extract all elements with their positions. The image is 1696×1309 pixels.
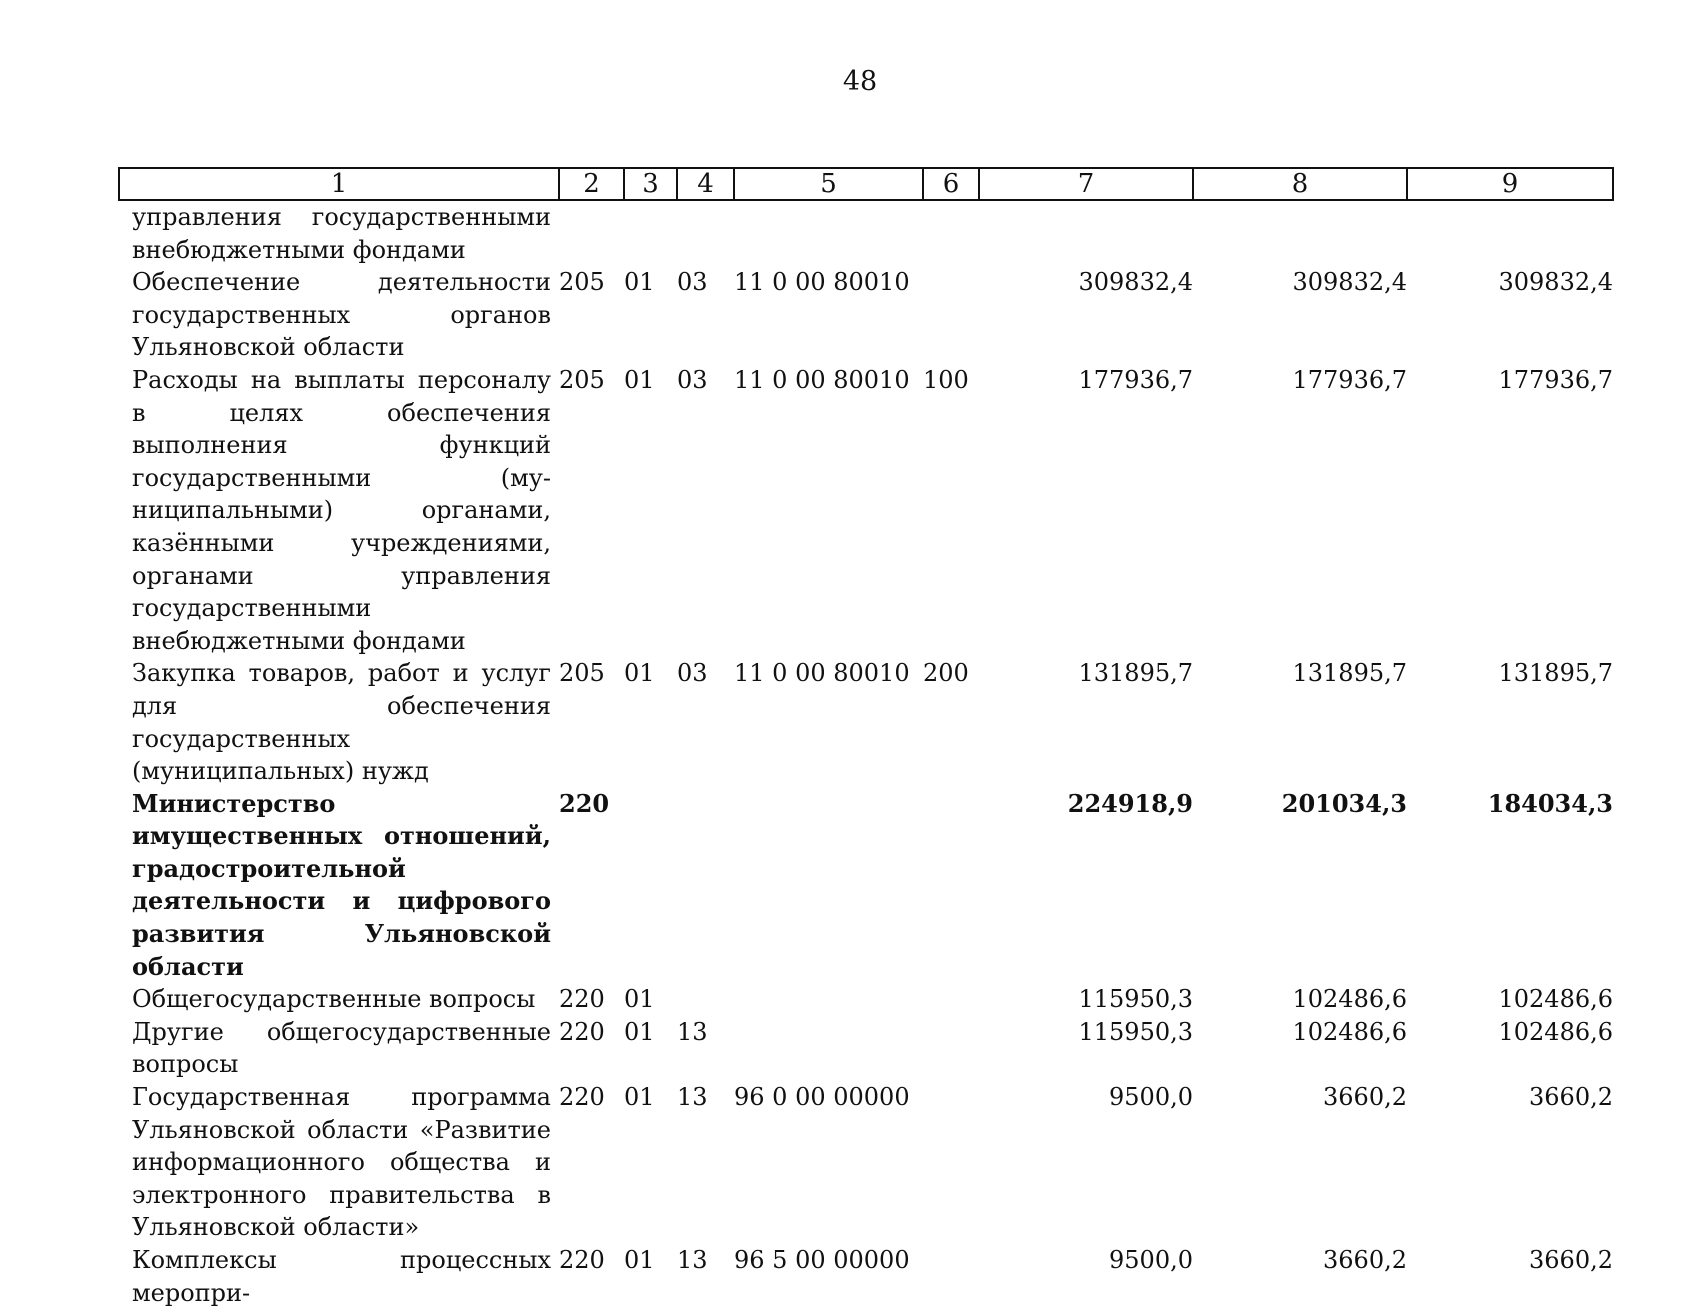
row-code-4: 03	[677, 659, 708, 688]
row-code-6: 100	[923, 365, 969, 394]
column-header-9: 9	[1407, 168, 1613, 200]
row-code-2: 220	[559, 788, 610, 818]
row-value-9: 131895,7	[1498, 659, 1613, 688]
row-code-4: 03	[677, 365, 708, 394]
row-code-6: 200	[923, 659, 969, 688]
row-value-9: 3660,2	[1529, 1246, 1613, 1274]
row-code-6	[923, 1081, 979, 1244]
column-header-5: 5	[734, 168, 923, 200]
row-code-2: 205	[559, 365, 605, 394]
row-code-5: 11 0 00 80010	[734, 268, 910, 297]
row-name: Обеспечение деятельности государственных органов Ульяновской области	[132, 268, 551, 362]
row-code-2: 220	[559, 1083, 605, 1112]
column-header-2: 2	[559, 168, 624, 200]
row-code-5	[734, 983, 923, 1016]
row-value-7: 9500,0	[1109, 1246, 1193, 1274]
row-code-4	[677, 983, 734, 1016]
row-name: Закупка товаров, работ и услуг для обеспечения государственных (муниципальных) нужд	[132, 659, 551, 786]
row-value-9: 177936,7	[1498, 365, 1613, 394]
row-code-4: 13	[677, 1017, 708, 1046]
column-header-6: 6	[923, 168, 979, 200]
row-value-9: 309832,4	[1498, 268, 1613, 297]
row-code-4: 13	[677, 1083, 708, 1112]
row-code-3: 01	[624, 659, 655, 688]
row-code-5: 96 5 00 00000	[734, 1246, 910, 1274]
row-code-6	[923, 788, 979, 984]
row-code-2: 220	[559, 985, 605, 1014]
row-value-8: 102486,6	[1292, 985, 1407, 1014]
row-code-4: 13	[677, 1246, 708, 1274]
row-name: Общегосударственные вопросы	[132, 985, 536, 1014]
row-code-3: 01	[624, 1246, 655, 1274]
column-header-1: 1	[119, 168, 559, 200]
row-code-5	[734, 788, 923, 984]
row-name: Министерство имущественных отношений, градостроительной деятельности и цифрового развития Ульяновской области	[132, 788, 551, 981]
table-row	[119, 364, 1613, 657]
row-name: Комплексы процессных меропри-	[132, 1246, 551, 1307]
row-code-3	[624, 200, 677, 266]
row-value-8: 3660,2	[1323, 1246, 1407, 1274]
row-value-7: 309832,4	[1078, 268, 1193, 297]
column-header-8: 8	[1193, 168, 1407, 200]
row-code-3: 01	[624, 985, 655, 1014]
table-row	[119, 1081, 1613, 1244]
row-code-6	[923, 983, 979, 1016]
row-code-2	[559, 200, 624, 266]
header-row	[119, 168, 1613, 200]
row-code-4	[677, 788, 734, 984]
row-value-7: 9500,0	[1109, 1083, 1193, 1112]
row-code-2: 205	[559, 659, 605, 688]
row-value-7: 115950,3	[1078, 1017, 1193, 1046]
row-value-9: 3660,2	[1529, 1083, 1613, 1112]
row-value-7	[979, 200, 1193, 266]
row-value-8: 131895,7	[1292, 659, 1407, 688]
row-value-9: 102486,6	[1498, 985, 1613, 1014]
row-value-8	[1193, 200, 1407, 266]
table-row	[119, 266, 1613, 364]
column-header-4: 4	[677, 168, 734, 200]
table-row	[119, 657, 1613, 787]
row-code-2: 220	[559, 1246, 605, 1274]
row-value-9: 102486,6	[1498, 1017, 1613, 1046]
row-code-2: 205	[559, 268, 605, 297]
row-code-6	[923, 266, 979, 364]
table-row	[119, 1244, 1613, 1309]
row-code-5	[734, 200, 923, 266]
row-code-5: 11 0 00 80010	[734, 365, 910, 394]
row-value-7: 224918,9	[1067, 788, 1193, 818]
row-value-8: 309832,4	[1292, 268, 1407, 297]
row-value-8: 102486,6	[1292, 1017, 1407, 1046]
row-code-5	[734, 1016, 923, 1081]
table-row	[119, 1016, 1613, 1081]
table-row	[119, 983, 1613, 1016]
table-body	[119, 200, 1613, 1309]
row-name: управления государственными внебюджетными фондами	[132, 203, 551, 264]
row-value-8: 177936,7	[1292, 365, 1407, 394]
table-row	[119, 788, 1613, 984]
row-code-6	[923, 200, 979, 266]
table-row	[119, 200, 1613, 266]
row-name: Другие общегосударственные вопросы	[132, 1017, 551, 1079]
row-code-5: 11 0 00 80010	[734, 659, 910, 688]
row-code-6	[923, 1244, 979, 1309]
row-code-4: 03	[677, 268, 708, 297]
row-name: Расходы на выплаты персоналу в целях обеспечения выполнения функций государственными (муниципальными) органами, казёнными учреждениями, органами управления государственными внебюджетными фондами	[132, 365, 551, 655]
row-code-2: 220	[559, 1017, 605, 1046]
table-header	[119, 168, 1613, 200]
column-header-3: 3	[624, 168, 677, 200]
row-name: Государственная программа Ульяновской области «Развитие информационного общества и электронного правительства в Ульяновской области»	[132, 1083, 551, 1242]
row-value-9: 184034,3	[1487, 788, 1613, 818]
row-code-6	[923, 1016, 979, 1081]
row-code-3: 01	[624, 1017, 655, 1046]
row-code-3	[624, 788, 677, 984]
row-value-8: 3660,2	[1323, 1083, 1407, 1112]
page-number: 48	[842, 66, 878, 97]
row-code-3: 01	[624, 365, 655, 394]
row-code-3: 01	[624, 268, 655, 297]
row-value-7: 131895,7	[1078, 659, 1193, 688]
row-code-3: 01	[624, 1083, 655, 1112]
row-value-7: 115950,3	[1078, 985, 1193, 1014]
row-value-9	[1407, 200, 1613, 266]
column-header-7: 7	[979, 168, 1193, 200]
row-value-8: 201034,3	[1281, 788, 1407, 818]
budget-table	[118, 167, 1614, 1309]
row-code-4	[677, 200, 734, 266]
row-code-5: 96 0 00 00000	[734, 1083, 910, 1112]
row-value-7: 177936,7	[1078, 365, 1193, 394]
